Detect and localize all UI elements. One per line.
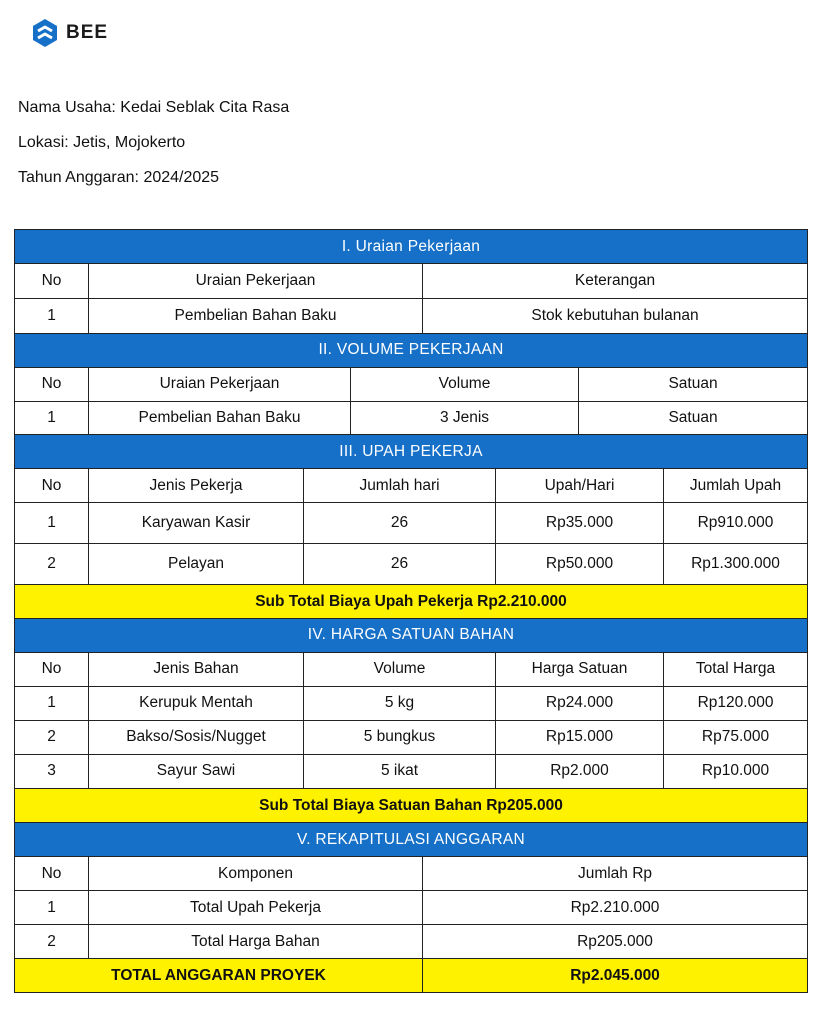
column-header: Uraian Pekerjaan: [89, 264, 423, 299]
column-header: Volume: [351, 367, 579, 401]
table-cell: 3: [15, 754, 89, 788]
table-cell: 5 kg: [304, 686, 496, 720]
subtotal-wages: Sub Total Biaya Upah Pekerja Rp2.210.000: [15, 585, 808, 619]
column-header: No: [15, 367, 89, 401]
brand-logo: [32, 18, 108, 48]
column-header: Komponen: [89, 857, 423, 891]
table-cell: 1: [15, 686, 89, 720]
table-header-row: [15, 264, 808, 299]
table-cell: Rp910.000: [664, 503, 808, 544]
section-5-table: [14, 822, 808, 993]
column-header: Satuan: [579, 367, 808, 401]
table-cell: Karyawan Kasir: [89, 503, 304, 544]
subtotal-materials: Sub Total Biaya Satuan Bahan Rp205.000: [15, 788, 808, 823]
table-row: [15, 720, 808, 754]
table-cell: Satuan: [579, 401, 808, 435]
column-header: Jumlah Rp: [423, 857, 808, 891]
total-row: [15, 959, 808, 993]
column-header: Jumlah hari: [304, 469, 496, 503]
column-header: No: [15, 264, 89, 299]
table-row: [15, 754, 808, 788]
column-header: Upah/Hari: [496, 469, 664, 503]
total-label: TOTAL ANGGARAN PROYEK: [15, 959, 423, 993]
table-row: [15, 925, 808, 959]
table-header-row: [15, 469, 808, 503]
business-name: Nama Usaha: Kedai Seblak Cita Rasa: [18, 99, 290, 116]
table-row: [15, 686, 808, 720]
table-cell: Pelayan: [89, 544, 304, 585]
document-meta: [18, 96, 289, 201]
table-cell: Rp24.000: [496, 686, 664, 720]
table-cell: 1: [15, 503, 89, 544]
table-cell: Pembelian Bahan Baku: [89, 401, 351, 435]
table-cell: Sayur Sawi: [89, 754, 304, 788]
section-1-table: [14, 229, 808, 334]
table-cell: Total Harga Bahan: [89, 925, 423, 959]
column-header: Total Harga: [664, 652, 808, 686]
table-cell: 5 bungkus: [304, 720, 496, 754]
column-header: No: [15, 469, 89, 503]
table-cell: 5 ikat: [304, 754, 496, 788]
table-cell: 3 Jenis: [351, 401, 579, 435]
table-cell: 26: [304, 544, 496, 585]
section-3-table: [14, 434, 808, 619]
table-cell: Rp2.210.000: [423, 891, 808, 925]
table-header-row: [15, 367, 808, 401]
table-row: [15, 299, 808, 334]
table-cell: 26: [304, 503, 496, 544]
table-row: [15, 503, 808, 544]
table-header-row: [15, 857, 808, 891]
table-cell: Rp75.000: [664, 720, 808, 754]
section-1-title: I. Uraian Pekerjaan: [15, 230, 808, 264]
column-header: Volume: [304, 652, 496, 686]
table-cell: Rp2.000: [496, 754, 664, 788]
column-header: No: [15, 652, 89, 686]
table-cell: 2: [15, 925, 89, 959]
column-header: Jenis Pekerja: [89, 469, 304, 503]
table-cell: Rp1.300.000: [664, 544, 808, 585]
location: Lokasi: Jetis, Mojokerto: [18, 134, 186, 151]
section-5-title: V. REKAPITULASI ANGGARAN: [15, 823, 808, 857]
section-4-table: [14, 618, 808, 824]
bee-hexagon-logo-icon: [32, 18, 58, 48]
table-cell: 2: [15, 544, 89, 585]
table-row: [15, 544, 808, 585]
table-cell: Pembelian Bahan Baku: [89, 299, 423, 334]
section-2-title: II. VOLUME PEKERJAAN: [15, 333, 808, 367]
section-3-title: III. UPAH PEKERJA: [15, 435, 808, 469]
table-cell: Rp205.000: [423, 925, 808, 959]
column-header: Jenis Bahan: [89, 652, 304, 686]
section-4-title: IV. HARGA SATUAN BAHAN: [15, 618, 808, 652]
table-cell: Rp120.000: [664, 686, 808, 720]
column-header: Uraian Pekerjaan: [89, 367, 351, 401]
table-cell: Kerupuk Mentah: [89, 686, 304, 720]
section-2-table: [14, 333, 808, 436]
table-cell: Total Upah Pekerja: [89, 891, 423, 925]
table-header-row: [15, 652, 808, 686]
column-header: Keterangan: [423, 264, 808, 299]
column-header: No: [15, 857, 89, 891]
brand-name: BEE: [66, 22, 109, 43]
table-cell: Rp15.000: [496, 720, 664, 754]
table-cell: 2: [15, 720, 89, 754]
table-cell: Rp35.000: [496, 503, 664, 544]
budget-tables: [14, 229, 807, 993]
table-cell: Bakso/Sosis/Nugget: [89, 720, 304, 754]
table-row: [15, 891, 808, 925]
table-cell: 1: [15, 299, 89, 334]
table-cell: Stok kebutuhan bulanan: [423, 299, 808, 334]
column-header: Jumlah Upah: [664, 469, 808, 503]
table-row: [15, 401, 808, 435]
table-cell: Rp50.000: [496, 544, 664, 585]
budget-year: Tahun Anggaran: 2024/2025: [18, 169, 220, 186]
total-value: Rp2.045.000: [423, 959, 808, 993]
table-cell: Rp10.000: [664, 754, 808, 788]
table-cell: 1: [15, 891, 89, 925]
table-cell: 1: [15, 401, 89, 435]
column-header: Harga Satuan: [496, 652, 664, 686]
